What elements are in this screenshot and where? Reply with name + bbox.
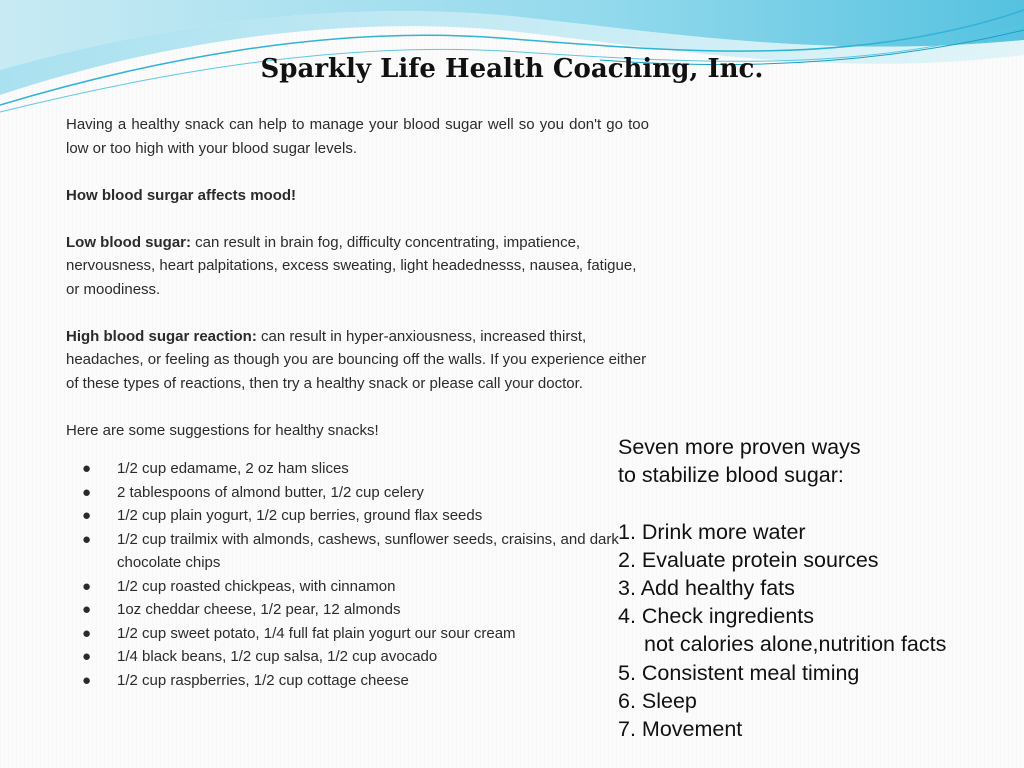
bullet-icon: ● [82,507,92,524]
suggestions-intro: Here are some suggestions for healthy snacks! [66,421,379,439]
bullet-icon: ● [82,460,92,477]
high-blood-sugar-text: can result in hyper-anxiousness, increased thirst, headaches, or feeling as though you are bouncing off the walls. If you experience either of these types of reactions, then try a healthy snack or please call your doctor. [66,327,647,392]
bullet-icon: ● [82,601,92,618]
bullet-icon: ● [82,530,92,548]
list-item: ● 1/2 cup trailmix with almonds, cashews, sunflower seeds, craisins, and dark chocolate chips [66,528,649,575]
list-item: ● 1/2 cup edamame, 2 oz ham slices [66,457,649,481]
high-blood-sugar-label: High blood sugar reaction: [66,327,257,345]
list-item: ● 2 tablespoons of almond butter, 1/2 cup celery [66,481,649,505]
low-blood-sugar-text: can result in brain fog, difficulty concentrating, impatience, nervousness, heart palpitations, excess sweating, light headednesss, nausea, fatigue, or moodiness. [66,233,637,298]
bullet-icon: ● [82,671,92,689]
mood-heading: How blood surgar affects mood! [66,186,297,204]
bullet-icon: ● [82,577,92,595]
ways-column [618,433,1018,743]
bullet-icon: ● [82,624,92,642]
bullet-icon: ● [82,648,92,665]
list-item: 7. Movement [618,717,743,742]
list-item: 5. Consistent meal timing [618,660,860,685]
low-blood-sugar-label: Low blood sugar: [66,233,191,251]
list-item: ● 1/2 cup plain yogurt, 1/2 cup berries, ground flax seeds [66,504,649,528]
list-item: ● 1/4 black beans, 1/2 cup salsa, 1/2 cup avocado [66,645,649,669]
list-item-continuation: not calories alone,nutrition facts [644,632,947,657]
page-title: Sparkly Life Health Coaching, Inc. [260,54,764,84]
list-item: 1. Drink more water [618,519,806,544]
low-blood-sugar-paragraph [66,231,649,302]
list-item: ● 1/2 cup sweet potato, 1/4 full fat plain yogurt our sour cream [66,622,649,646]
bullet-icon: ● [82,483,92,501]
list-item: 2. Evaluate protein sources [618,547,879,572]
ways-heading-line1: Seven more proven ways [618,435,861,459]
ways-heading-line2: to stabilize blood sugar: [618,463,844,488]
high-blood-sugar-paragraph [66,325,649,396]
list-item: 3. Add healthy fats [618,576,795,600]
list-item: ● 1oz cheddar cheese, 1/2 pear, 12 almonds [66,598,649,622]
snack-list [66,457,649,692]
list-item: 4. Check ingredients [618,604,814,629]
list-item: 6. Sleep [618,688,697,713]
snack-info-column [66,113,649,692]
list-item: ● 1/2 cup raspberries, 1/2 cup cottage cheese [66,669,649,693]
intro-paragraph: Having a healthy snack can help to manage your blood sugar well so you don't go too low or too high with your blood sugar levels. [66,116,649,157]
ways-list [618,518,1018,744]
list-item: ● 1/2 cup roasted chickpeas, with cinnamon [66,575,649,599]
